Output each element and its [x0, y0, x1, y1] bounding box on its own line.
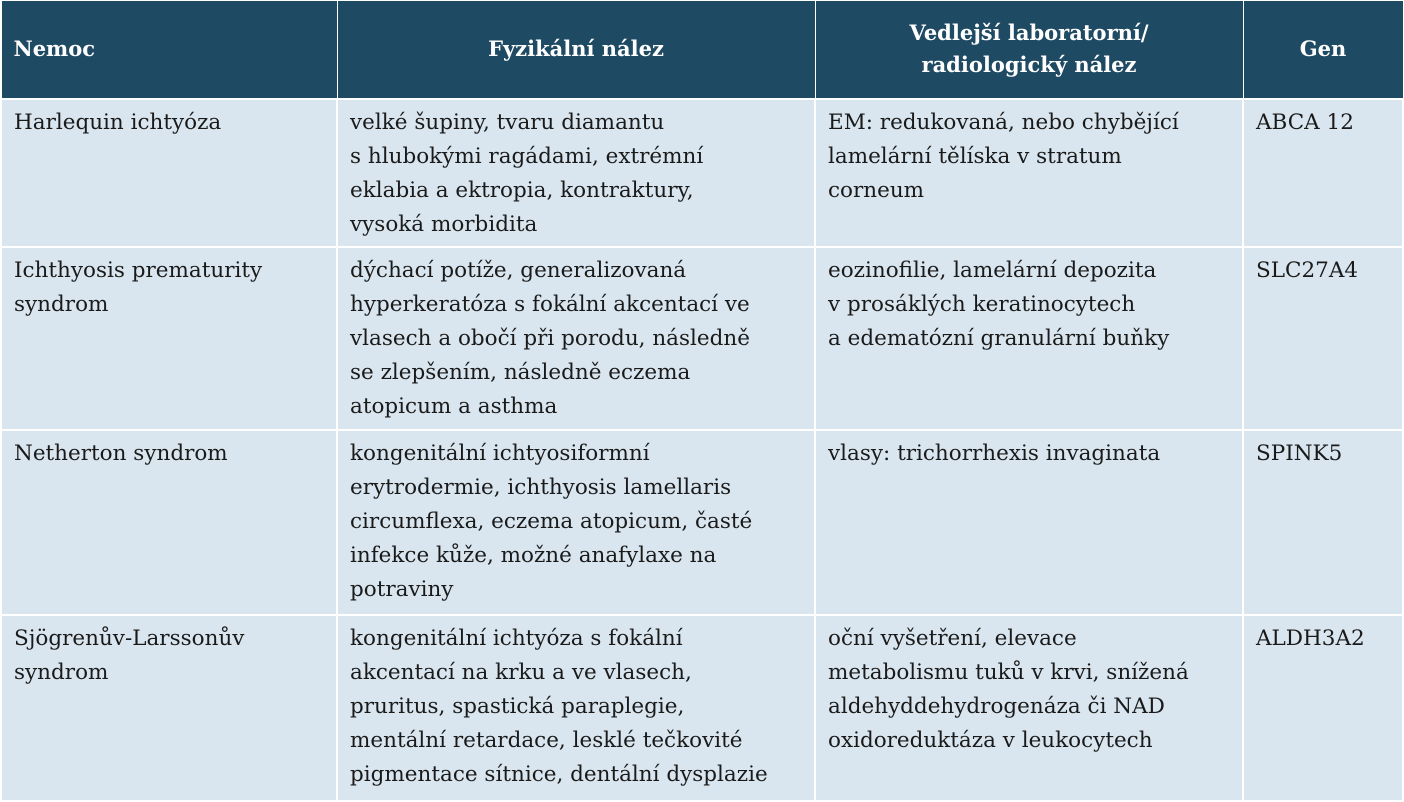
- cell-lab: [815, 430, 1243, 615]
- table-row: [1, 615, 1403, 801]
- cell-line: kongenitální ichtyosiformní: [350, 440, 650, 466]
- cell-line: vlasech a obočí při porodu, následně: [350, 325, 750, 351]
- cell-line: v prosáklých keratinocytech: [828, 291, 1136, 317]
- cell-gene: ABCA 12: [1243, 99, 1403, 247]
- cell-line: Netherton syndrom: [14, 440, 228, 466]
- cell-disease: [1, 99, 337, 247]
- cell-line: dýchací potíže, generalizovaná: [350, 257, 687, 283]
- cell-physical: [337, 99, 815, 247]
- cell-line: circumflexa, eczema atopicum, časté: [350, 508, 753, 534]
- cell-line: eozinofilie, lamelární depozita: [828, 257, 1157, 283]
- cell-line: hyperkeratóza s fokální akcentací ve: [350, 291, 750, 317]
- cell-line: oxidoreduktáza v leukocytech: [828, 727, 1153, 753]
- cell-line: potraviny: [350, 576, 454, 602]
- header-row: [1, 1, 1403, 99]
- cell-line: corneum: [828, 177, 925, 203]
- cell-line: aldehyddehydrogenáza či NAD: [828, 693, 1165, 719]
- cell-line: lamelární tělíska v stratum: [828, 143, 1122, 169]
- cell-line: eklabia a ektropia, kontraktury,: [350, 177, 694, 203]
- cell-line: a edematózní granulární buňky: [828, 325, 1170, 351]
- cell-line: EM: redukovaná, nebo chybějící: [828, 109, 1179, 135]
- cell-disease: [1, 615, 337, 801]
- cell-line: akcentací na krku a ve vlasech,: [350, 659, 692, 685]
- cell-line: metabolismu tuků v krvi, snížená: [828, 659, 1189, 685]
- cell-line: velké šupiny, tvaru diamantu: [350, 109, 665, 135]
- cell-line: infekce kůže, možné anafylaxe na: [350, 542, 717, 568]
- cell-line: syndrom: [14, 659, 109, 685]
- cell-line: kongenitální ichtyóza s fokální: [350, 625, 683, 651]
- cell-line: s hlubokými ragádami, extrémní: [350, 143, 704, 169]
- header-disease: Nemoc: [1, 1, 337, 99]
- cell-physical: [337, 430, 815, 615]
- cell-gene: SPINK5: [1243, 430, 1403, 615]
- cell-physical: [337, 615, 815, 801]
- table-row: [1, 430, 1403, 615]
- cell-gene: SLC27A4: [1243, 247, 1403, 430]
- cell-line: Sjögrenův-Larssonův: [14, 625, 245, 651]
- cell-line: pruritus, spastická paraplegie,: [350, 693, 685, 719]
- cell-line: Ichthyosis prematurity: [14, 257, 263, 283]
- header-lab-line-1: Vedlejší laboratorní/: [909, 20, 1149, 46]
- table-row: [1, 99, 1403, 247]
- table-row: [1, 247, 1403, 430]
- cell-line: se zlepšením, následně eczema: [350, 359, 691, 385]
- header-lab-finding: [815, 1, 1243, 99]
- header-gene: Gen: [1243, 1, 1403, 99]
- cell-disease: [1, 247, 337, 430]
- cell-line: syndrom: [14, 291, 109, 317]
- cell-disease: [1, 430, 337, 615]
- cell-lab: [815, 615, 1243, 801]
- cell-lab: [815, 99, 1243, 247]
- cell-gene: ALDH3A2: [1243, 615, 1403, 801]
- cell-physical: [337, 247, 815, 430]
- cell-line: Harlequin ichtyóza: [14, 109, 222, 135]
- header-physical-finding: Fyzikální nález: [337, 1, 815, 99]
- cell-line: erytrodermie, ichthyosis lamellaris: [350, 474, 732, 500]
- cell-line: atopicum a asthma: [350, 393, 558, 419]
- cell-line: mentální retardace, lesklé tečkovité: [350, 727, 743, 753]
- cell-line: oční vyšetření, elevace: [828, 625, 1077, 651]
- cell-lab: [815, 247, 1243, 430]
- cell-line: vlasy: trichorrhexis invaginata: [828, 440, 1161, 466]
- header-lab-line-2: radiologický nález: [921, 52, 1137, 78]
- cell-line: vysoká morbidita: [350, 211, 538, 237]
- cell-line: pigmentace sítnice, dentální dysplazie: [350, 761, 768, 787]
